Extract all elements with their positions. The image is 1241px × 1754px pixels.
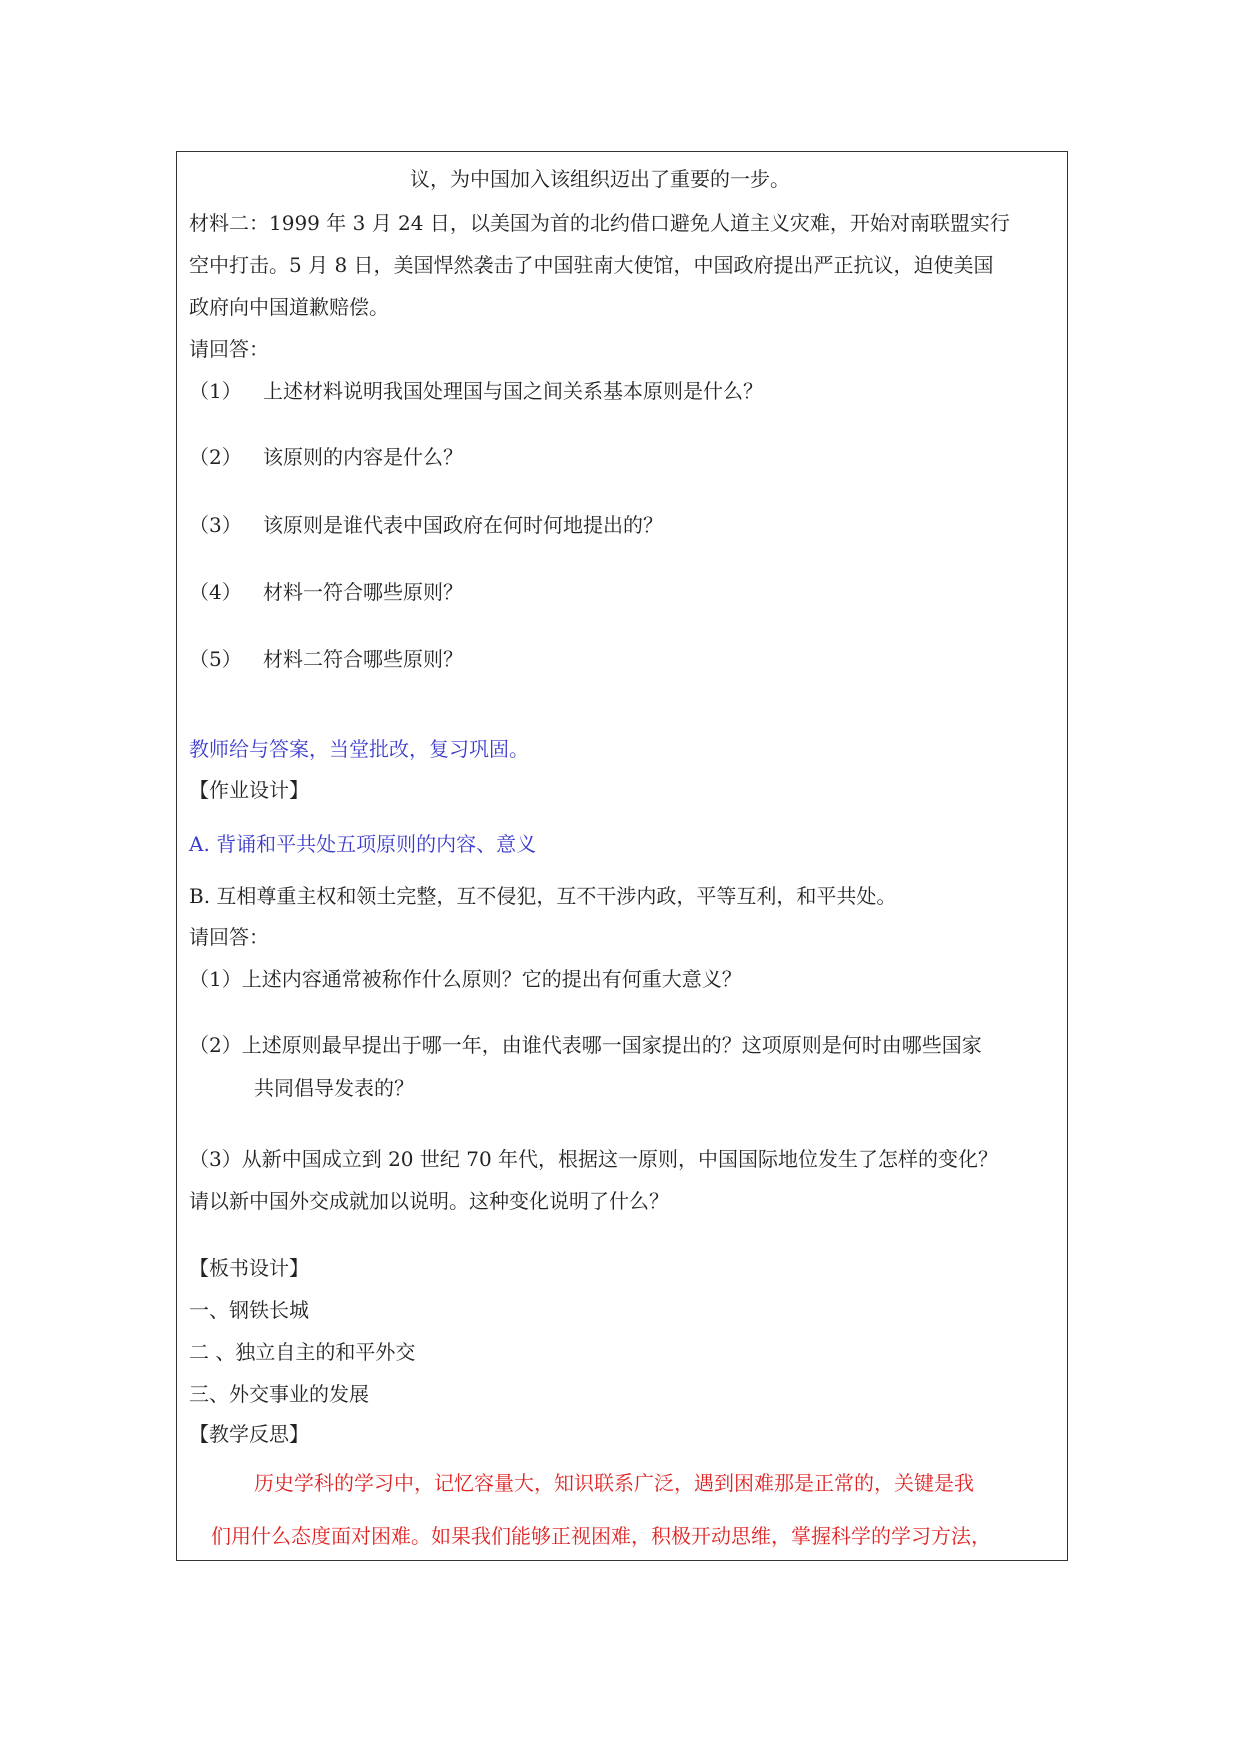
question-number: （5） [189,647,242,671]
board-item-3: 三、外交事业的发展 [189,1382,369,1406]
homework-question-2-line-1: （2）上述原则最早提出于哪一年，由谁代表哪一国家提出的？这项原则是何时由哪些国家 [189,1033,982,1057]
continued-material-line: 议，为中国加入该组织迈出了重要的一步。 [410,167,790,191]
question-text: 上述材料说明我国处理国与国之间关系基本原则是什么？ [263,379,763,403]
homework-question-3-line-1: （3）从新中国成立到 20 世纪 70 年代，根据这一原则，中国国际地位发生了怎样的变化？ [189,1147,999,1171]
question-text: 材料二符合哪些原则？ [263,647,463,671]
question-number: （1） [189,379,242,403]
homework-item-a: A. 背诵和平共处五项原则的内容、意义 [189,832,537,856]
question-1 [189,377,763,405]
homework-heading: 【作业设计】 [189,778,309,802]
question-number: （3） [189,513,242,537]
teacher-note: 教师给与答案，当堂批改，复习巩固。 [189,737,529,761]
question-text: 该原则是谁代表中国政府在何时何地提出的？ [263,513,663,537]
reflection-line-1: 历史学科的学习中，记忆容量大，知识联系广泛，遇到困难那是正常的，关键是我 [254,1471,974,1495]
question-4 [189,578,463,606]
board-item-1: 一、钢铁长城 [189,1298,309,1322]
teaching-reflection-heading: 【教学反思】 [189,1422,309,1446]
material-two-line-1: 材料二：1999 年 3 月 24 日，以美国为首的北约借口避免人道主义灾难，开始对南联盟实行 [189,211,1010,235]
question-text: 材料一符合哪些原则？ [263,580,463,604]
please-answer-label: 请回答： [189,337,269,361]
material-two-line-3: 政府向中国道歉赔偿。 [189,295,389,319]
homework-question-1: （1）上述内容通常被称作什么原则？它的提出有何重大意义？ [189,967,742,991]
board-design-heading: 【板书设计】 [189,1256,309,1280]
material-two-line-2: 空中打击。5 月 8 日，美国悍然袭击了中国驻南大使馆，中国政府提出严正抗议，迫使美国 [189,253,994,277]
please-answer-label-2: 请回答： [189,925,269,949]
question-5 [189,645,463,673]
board-item-2: 二 、独立自主的和平外交 [189,1340,416,1364]
reflection-line-2: 们用什么态度面对困难。如果我们能够正视困难，积极开动思维，掌握科学的学习方法， [211,1524,991,1548]
question-number: （2） [189,445,242,469]
question-text: 该原则的内容是什么？ [263,445,463,469]
homework-question-3-line-2: 请以新中国外交成就加以说明。这种变化说明了什么？ [189,1189,669,1213]
question-3 [189,511,663,539]
homework-question-2-line-2: 共同倡导发表的？ [254,1076,414,1100]
question-number: （4） [189,580,242,604]
question-2 [189,443,463,471]
homework-item-b: B. 互相尊重主权和领土完整，互不侵犯，互不干涉内政，平等互利，和平共处。 [189,884,897,908]
